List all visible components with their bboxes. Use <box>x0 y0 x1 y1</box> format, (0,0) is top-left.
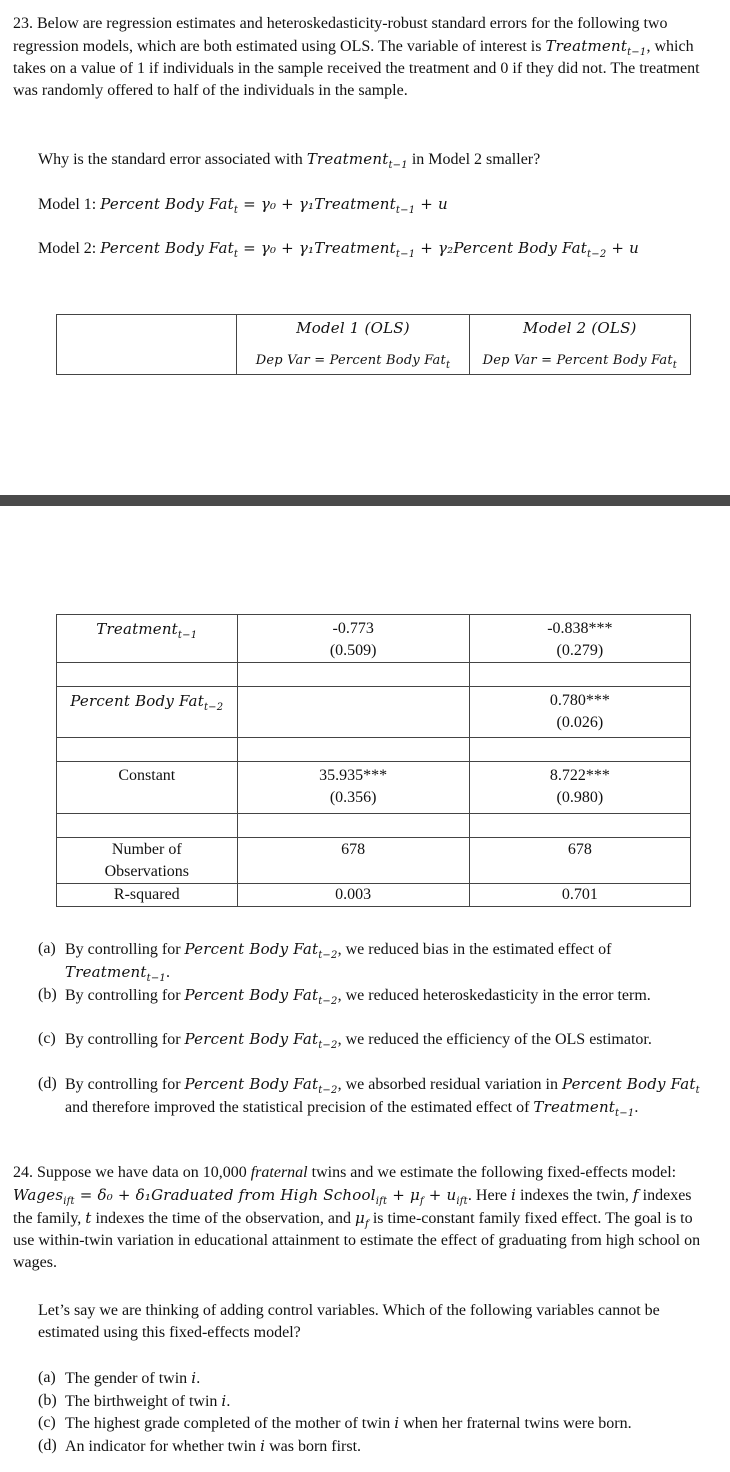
question-intro: Below are regression estimates and heteroskedasticity-robust standard errors for the following two regression models, which are both estimated using OLS. The variable of interest is Treatment$_{t-1}$, which takes on a value of 1 if individuals in the sample received the treatment and 0 if they did not. The treatment was randomly offered to half of the individuals in the sample. <box>13 15 700 99</box>
table-row <box>57 814 691 838</box>
regression-table-header <box>56 314 691 375</box>
q24-option-a[interactable]: (a) The gender of twin i. <box>38 1369 201 1387</box>
question-24-stem: 24. Suppose we have data on 10,000 fraternal twins and we estimate the following fixed-effects model: Wages$_{ift}$ = δ₀ + δ₁Graduated from High School$_{ift}$ + $\mu_f + u_{ift}$. Here i indexes the twin, f indexes the family, t indexes the time of the observation, and $\mu_f$ is time-constant family fixed effect. The goal is to use within-twin variation in educational attainment to estimate the effect of graduating from high school on wages. <box>13 1164 701 1271</box>
table-row: R-squared 0.003 0.701 <box>57 884 691 907</box>
question-23-prompt: Why is the standard error associated with Treatment$_{t-1}$ in Model 2 smaller? <box>38 150 541 171</box>
fraternal-emphasis: fraternal <box>250 1164 308 1181</box>
question-23-stem <box>13 13 713 102</box>
q23-option-a[interactable]: (a) By controlling for Percent Body Fat$_{t-2}$, we reduced bias in the estimated effect of Treatment$_{t-1}$. <box>38 940 612 984</box>
table-row <box>57 738 691 762</box>
header-empty-cell <box>57 315 237 375</box>
question-24-prompt: Let’s say we are thinking of adding control variables. Which of the following variables cannot be estimated using this fixed-effects model? <box>38 1302 660 1341</box>
model-2-header: Model 2 (OLS) Dep Var = Percent Body Fat$_t$ <box>469 315 690 375</box>
table-row: Treatment$_{t-1}$ -0.773 (0.509) -0.838*** (0.279) <box>57 615 691 663</box>
page-divider <box>0 495 730 506</box>
q23-option-b[interactable]: (b) By controlling for Percent Body Fat$_{t-2}$, we reduced heteroskedasticity in the error term. <box>38 986 651 1007</box>
q23-option-c[interactable]: (c) By controlling for Percent Body Fat$_{t-2}$, we reduced the efficiency of the OLS estimator. <box>38 1030 652 1051</box>
table-row: Percent Body Fat$_{t-2}$ 0.780*** (0.026) <box>57 687 691 738</box>
q24-option-d[interactable]: (d) An indicator for whether twin i was born first. <box>38 1437 362 1455</box>
treatment-var: Treatment$_{t-1}$ <box>545 37 647 58</box>
model-2-equation: Model 2: Percent Body Fat$_t$ = γ₀ + γ₁Treatment$_{t-1}$ + γ₂Percent Body Fat$_{t-2}$ + u <box>38 239 639 260</box>
q24-option-c[interactable]: (c) The highest grade completed of the mother of twin i when her fraternal twins were born. <box>38 1414 632 1432</box>
regression-table-body <box>56 614 691 907</box>
model-1-header: Model 1 (OLS) Dep Var = Percent Body Fat$_t$ <box>237 315 469 375</box>
table-row: Constant 35.935*** (0.356) 8.722*** (0.980) <box>57 762 691 814</box>
q23-option-d[interactable]: (d) By controlling for Percent Body Fat$_{t-2}$, we absorbed residual variation in Percent Body Fat$_t$ and therefore improved the statistical precision of the estimated effect of Treatment$_{t-1}$. <box>38 1075 700 1119</box>
table-row <box>57 663 691 687</box>
table-row: Number of Observations 678 678 <box>57 838 691 884</box>
q24-option-b[interactable]: (b) The birthweight of twin i. <box>38 1392 231 1410</box>
question-number: 23. <box>13 15 33 32</box>
model-1-equation: Model 1: Percent Body Fat$_t$ = γ₀ + γ₁Treatment$_{t-1}$ + u <box>38 195 448 216</box>
